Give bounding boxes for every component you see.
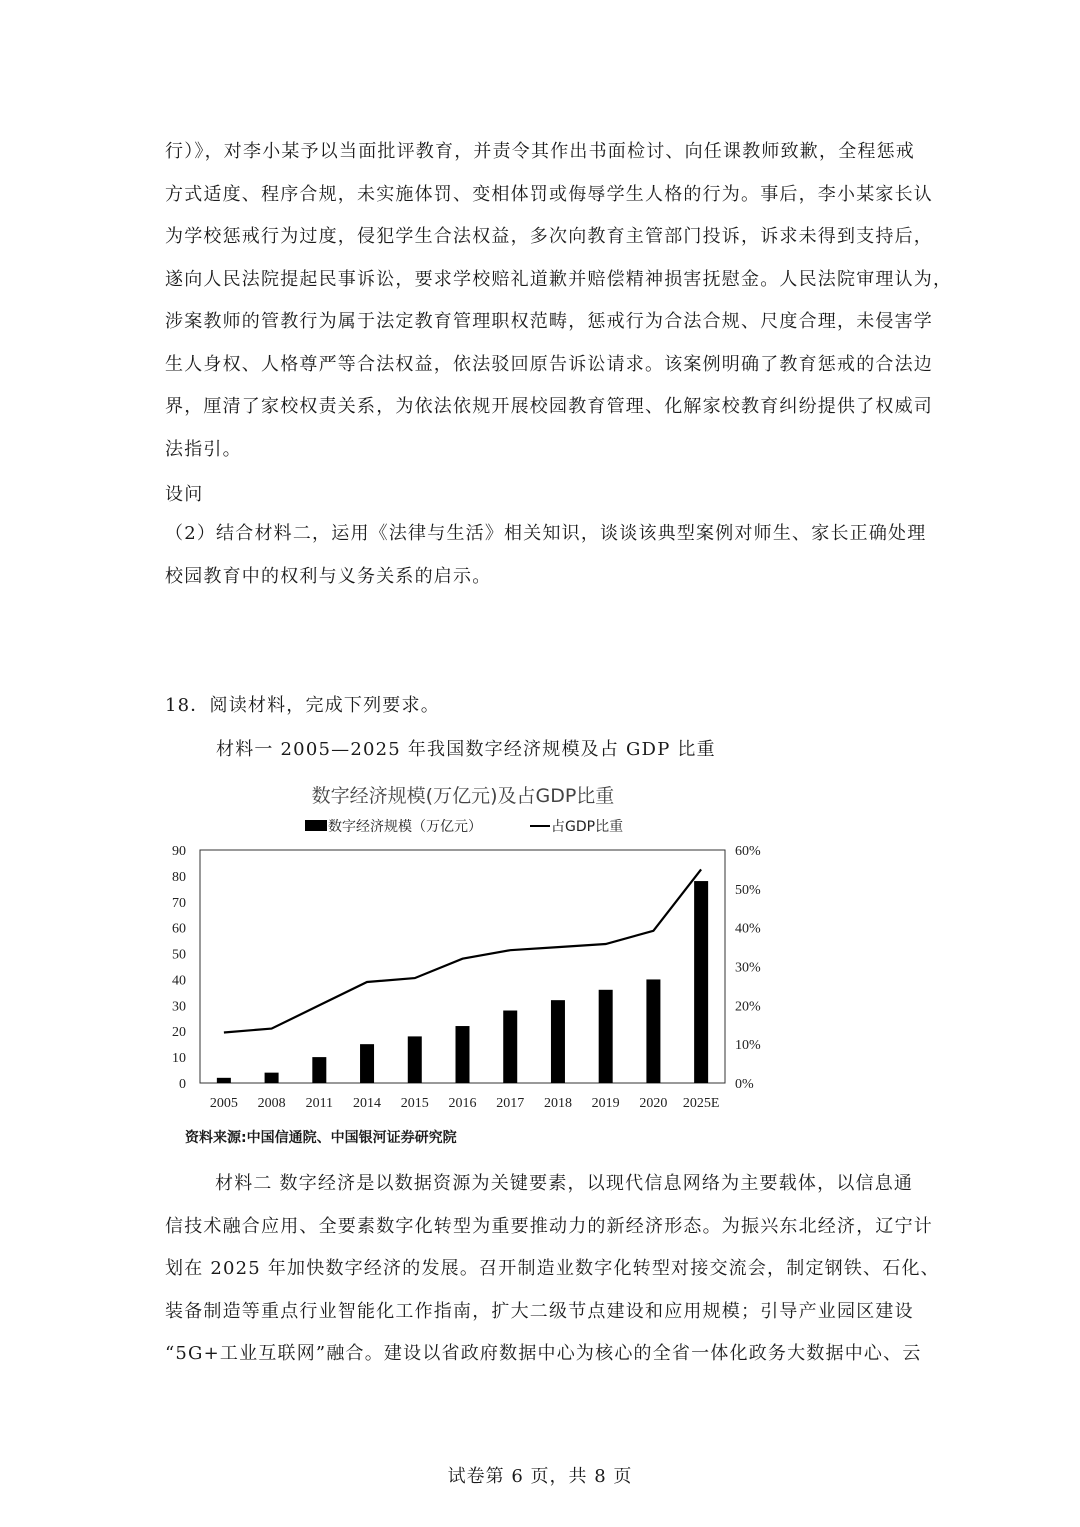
line-series	[224, 869, 701, 1032]
y-left-tick-label: 80	[172, 869, 186, 885]
x-tick-label: 2005	[209, 1096, 238, 1111]
y-right-tick-label: 40%	[735, 921, 761, 937]
y-right-tick-label: 20%	[735, 999, 761, 1015]
digital-economy-chart	[160, 778, 780, 1118]
text-line: 为学校惩戒行为过度，侵犯学生合法权益，多次向教育主管部门投诉，诉求未得到支持后，	[165, 226, 933, 247]
chart-source: 资料来源:中国信通院、中国银河证券研究院	[185, 1130, 457, 1146]
y-right-tick-label: 0%	[735, 1077, 754, 1092]
x-tick-label: 2016	[448, 1096, 477, 1111]
y-left-tick-label: 50	[172, 947, 186, 963]
text-line: 涉案教师的管教行为属于法定教育管理职权范畴，惩戒行为合法合规、尺度合理，未侵害学	[165, 311, 933, 332]
page-footer: 试卷第 6 页，共 8 页	[447, 1466, 633, 1487]
y-right-tick-label: 60%	[735, 844, 761, 859]
x-tick-label: 2025E	[682, 1096, 720, 1111]
bar	[646, 979, 660, 1083]
x-tick-label: 2018	[543, 1096, 572, 1111]
bar	[503, 1011, 517, 1083]
text-line: 划在 2025 年加快数字经济的发展。召开制造业数字化转型对接交流会，制定钢铁、石化、	[165, 1258, 940, 1279]
y-left-tick-label: 20	[172, 1025, 186, 1041]
chart-title: 数字经济规模(万亿元)及占GDP比重	[311, 785, 615, 807]
text-line: 方式适度、程序合规，未实施体罚、变相体罚或侮辱学生人格的行为。事后，李小某家长认	[165, 183, 933, 205]
legend-line-label: 占GDP比重	[551, 819, 624, 835]
bar-series	[217, 881, 708, 1083]
y-left-tick-label: 60	[172, 921, 186, 937]
bar	[694, 881, 708, 1083]
material-one-caption: 材料一 2005—2025 年我国数字经济规模及占 GDP 比重	[216, 739, 716, 760]
text-line: 材料二 数字经济是以数据资源为关键要素，以现代信息网络为主要载体，以信息通	[215, 1173, 914, 1194]
y-left-tick-label: 30	[172, 999, 186, 1015]
y-left-tick-label: 90	[172, 844, 186, 859]
question-18-heading: 18．阅读材料，完成下列要求。	[165, 695, 440, 716]
x-tick-label: 2015	[400, 1096, 429, 1111]
bar	[265, 1073, 279, 1083]
text-line: 法指引。	[165, 438, 242, 460]
x-tick-label: 2011	[305, 1096, 334, 1111]
case-paragraph	[165, 131, 953, 471]
bar	[408, 1036, 422, 1083]
legend-bar-label: 数字经济规模（万亿元）	[328, 819, 482, 835]
text-line: 信技术融合应用、全要素数字化转型为重要推动力的新经济形态。为振兴东北经济，辽宁计	[165, 1215, 933, 1237]
bar	[360, 1044, 374, 1083]
y-left-tick-label: 0	[179, 1077, 186, 1092]
bar	[217, 1078, 231, 1083]
bar	[312, 1057, 326, 1083]
question-paragraph	[165, 513, 925, 598]
text-line: 行）》，对李小某予以当面批评教育，并责令其作出书面检讨、向任课教师致歉，全程惩戒	[165, 141, 915, 162]
text-line: 装备制造等重点行业智能化工作指南，扩大二级节点建设和应用规模；引导产业园区建设	[165, 1300, 914, 1322]
bar	[456, 1026, 470, 1083]
text-line: （2）结合材料二，运用《法律与生活》相关知识，谈谈该典型案例对师生、家长正确处理	[165, 523, 927, 544]
text-line: 界，厘清了家校权责关系，为依法依规开展校园教育管理、化解家校教育纠纷提供了权威司	[165, 396, 933, 417]
chart-legend	[305, 818, 623, 835]
x-tick-label: 2014	[353, 1096, 382, 1111]
y-right-tick-label: 50%	[735, 882, 761, 898]
material-two-paragraph	[165, 1163, 940, 1376]
gdp-share-line	[224, 869, 701, 1032]
bar	[551, 1000, 565, 1083]
y-left-tick-label: 70	[172, 895, 186, 911]
y-right-tick-label: 30%	[735, 960, 761, 976]
y-left-tick-label: 10	[172, 1051, 186, 1067]
x-axis	[210, 1096, 720, 1111]
legend-bar-swatch	[305, 820, 327, 831]
right-axis	[735, 844, 761, 1092]
x-tick-label: 2008	[257, 1096, 286, 1111]
x-tick-label: 2020	[639, 1096, 668, 1111]
y-right-tick-label: 10%	[735, 1038, 761, 1054]
text-line: 生人身权、人格尊严等合法权益，依法驳回原告诉讼请求。该案例明确了教育惩戒的合法边	[165, 353, 933, 375]
text-line: 校园教育中的权利与义务关系的启示。	[165, 565, 492, 587]
text-line: “5G+工业互联网”融合。建设以省政府数据中心为核心的全省一体化政务大数据中心、云	[165, 1343, 922, 1364]
question-label: 设问	[165, 484, 204, 505]
x-tick-label: 2017	[496, 1096, 525, 1111]
left-axis	[172, 844, 186, 1092]
y-left-tick-label: 40	[172, 973, 186, 989]
bar	[599, 990, 613, 1083]
x-tick-label: 2019	[591, 1096, 620, 1111]
text-line: 遂向人民法院提起民事诉讼，要求学校赔礼道歉并赔偿精神损害抚慰金。人民法院审理认为，	[165, 268, 953, 290]
